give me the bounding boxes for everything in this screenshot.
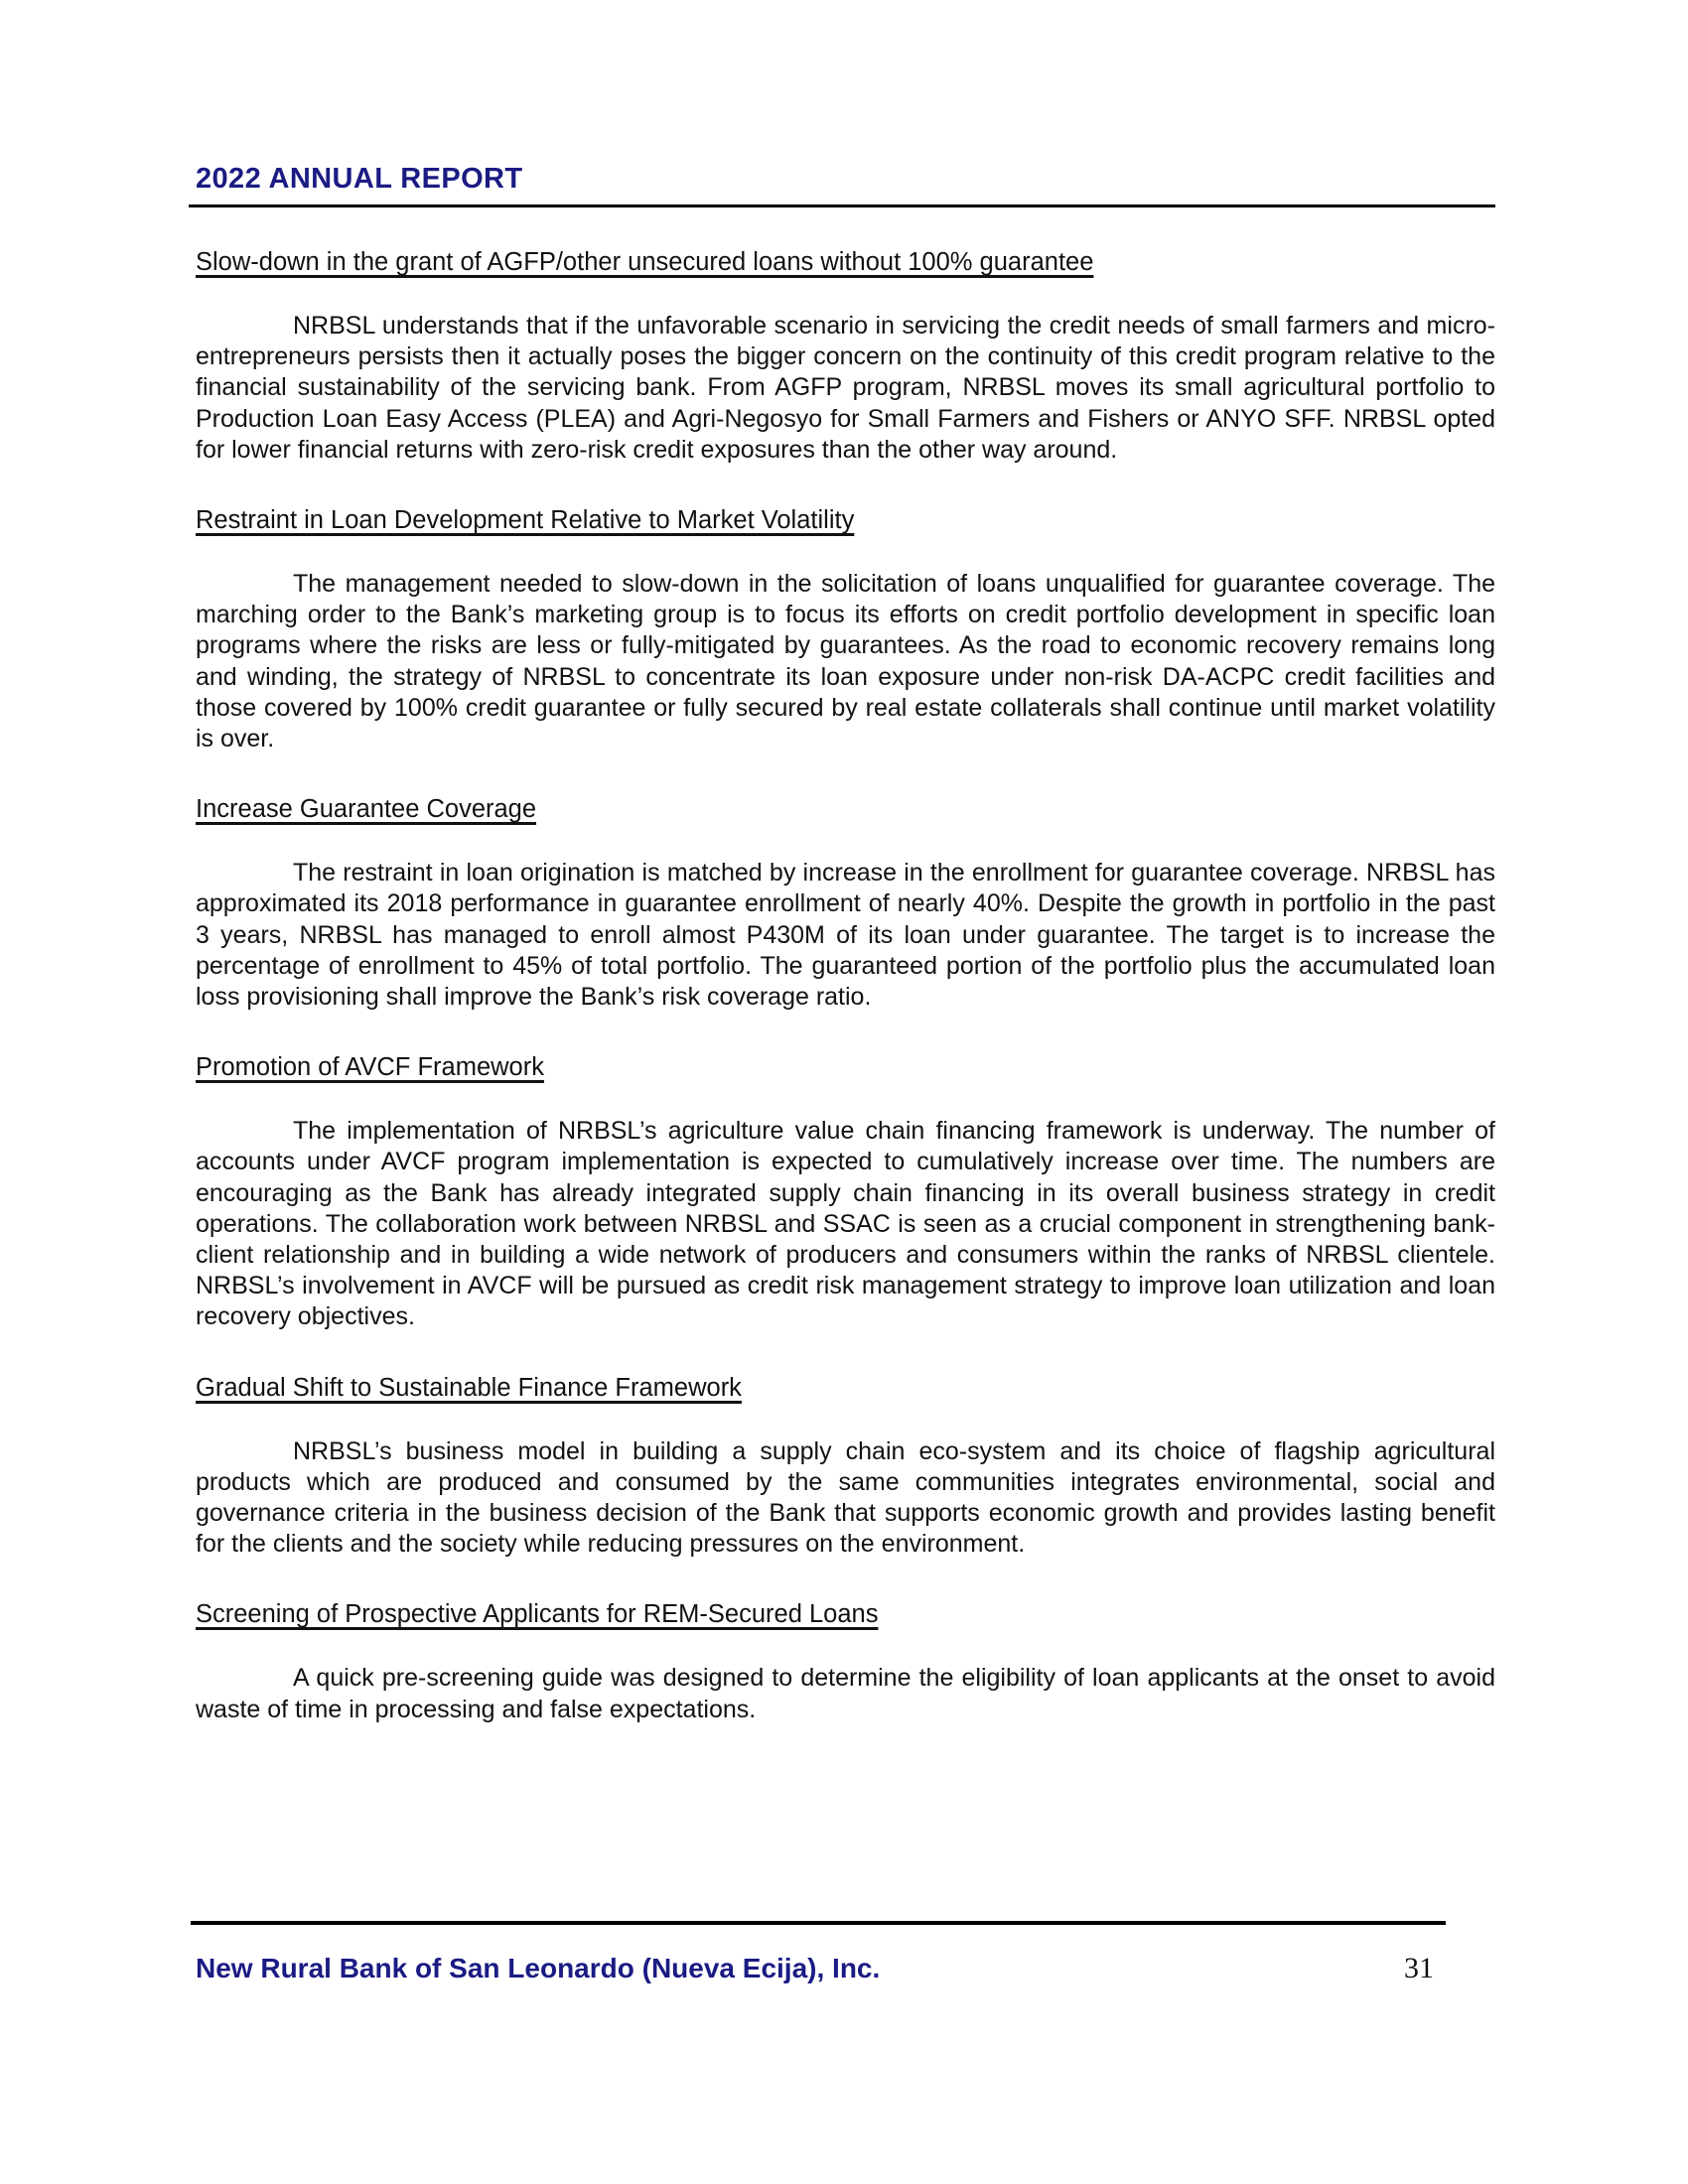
section-promotion-avcf: [196, 1052, 1495, 1332]
section-paragraph: The implementation of NRBSL’s agriculture value chain financing framework is underway. The number of accounts under AVCF program implementation is expected to cumulatively increase over time. The numbers are encouraging as the Bank has already integrated supply chain financing in its overall business strategy in credit operations. The collaboration work between NRBSL and SSAC is seen as a crucial component in strengthening bank-client relationship and in building a wide network of producers and consumers within the ranks of NRBSL clientele. NRBSL’s involvement in AVCF will be pursued as credit risk management strategy to improve loan utilization and loan recovery objectives.: [196, 1117, 1495, 1331]
section-heading: Gradual Shift to Sustainable Finance Framework: [196, 1373, 742, 1402]
section-restraint-loan-development: [196, 505, 1495, 754]
section-heading: Increase Guarantee Coverage: [196, 795, 537, 824]
section-paragraph: The management needed to slow-down in the solicitation of loans unqualified for guarantee coverage. The marching order to the Bank’s marketing group is to focus its efforts on credit portfolio development in specific loan programs where the risks are less or fully-mitigated by guarantees. As the road to economic recovery remains long and winding, the strategy of NRBSL to concentrate its loan exposure under non-risk DA-ACPC credit facilities and those covered by 100% credit guarantee or fully secured by real estate collaterals shall continue until market volatility is over.: [196, 570, 1495, 753]
section-screening-rem-loans: [196, 1599, 1495, 1724]
report-title: 2022 ANNUAL REPORT: [196, 163, 523, 195]
section-heading: Screening of Prospective Applicants for REM-Secured Loans: [196, 1600, 879, 1629]
section-heading: Promotion of AVCF Framework: [196, 1053, 544, 1082]
section-paragraph: The restraint in loan origination is matched by increase in the enrollment for guarantee coverage. NRBSL has approximated its 2018 performance in guarantee enrollment of nearly 40%. Despite the growth in portfolio in the past 3 years, NRBSL has managed to enroll almost P430M of its loan under guarantee. The target is to increase the percentage of enrollment to 45% of total portfolio. The guaranteed portion of the portfolio plus the accumulated loan loss provisioning shall improve the Bank’s risk coverage ratio.: [196, 859, 1495, 1012]
section-heading: Slow-down in the grant of AGFP/other unsecured loans without 100% guarantee: [196, 248, 1094, 276]
footer-row: [191, 1952, 1446, 1985]
section-heading: Restraint in Loan Development Relative to Market Volatility: [196, 506, 855, 535]
section-paragraph: A quick pre-screening guide was designed to determine the eligibility of loan applicants at the onset to avoid waste of time in processing and false expectations.: [196, 1664, 1495, 1723]
header-rule: [189, 205, 1495, 207]
footer-bank-name: New Rural Bank of San Leonardo (Nueva Ecija), Inc.: [196, 1953, 881, 1983]
page-footer: [191, 1913, 1446, 1985]
section-paragraph: NRBSL’s business model in building a supply chain eco-system and its choice of flagship agricultural products which are produced and consumed by the same communities integrates environmental, social and governance criteria in the business decision of the Bank that supports economic growth and provides lasting benefit for the clients and the society while reducing pressures on the environment.: [196, 1436, 1495, 1559]
section-slowdown-agfp: [196, 247, 1495, 466]
footer-rule: [191, 1921, 1446, 1925]
section-sustainable-finance: [196, 1373, 1495, 1561]
section-increase-guarantee-coverage: [196, 794, 1495, 1013]
page-content: [196, 0, 1495, 1725]
section-paragraph: NRBSL understands that if the unfavorable scenario in servicing the credit needs of small farmers and micro-entrepreneurs persists then it actually poses the bigger concern on the continuity of this credit program relative to the financial sustainability of the servicing bank. From AGFP program, NRBSL moves its small agricultural portfolio to Production Loan Easy Access (PLEA) and Agri-Negosyo for Small Farmers and Fishers or ANYO SFF. NRBSL opted for lower financial returns with zero-risk credit exposures than the other way around.: [196, 312, 1495, 464]
page-number: 31: [1404, 1952, 1434, 1984]
